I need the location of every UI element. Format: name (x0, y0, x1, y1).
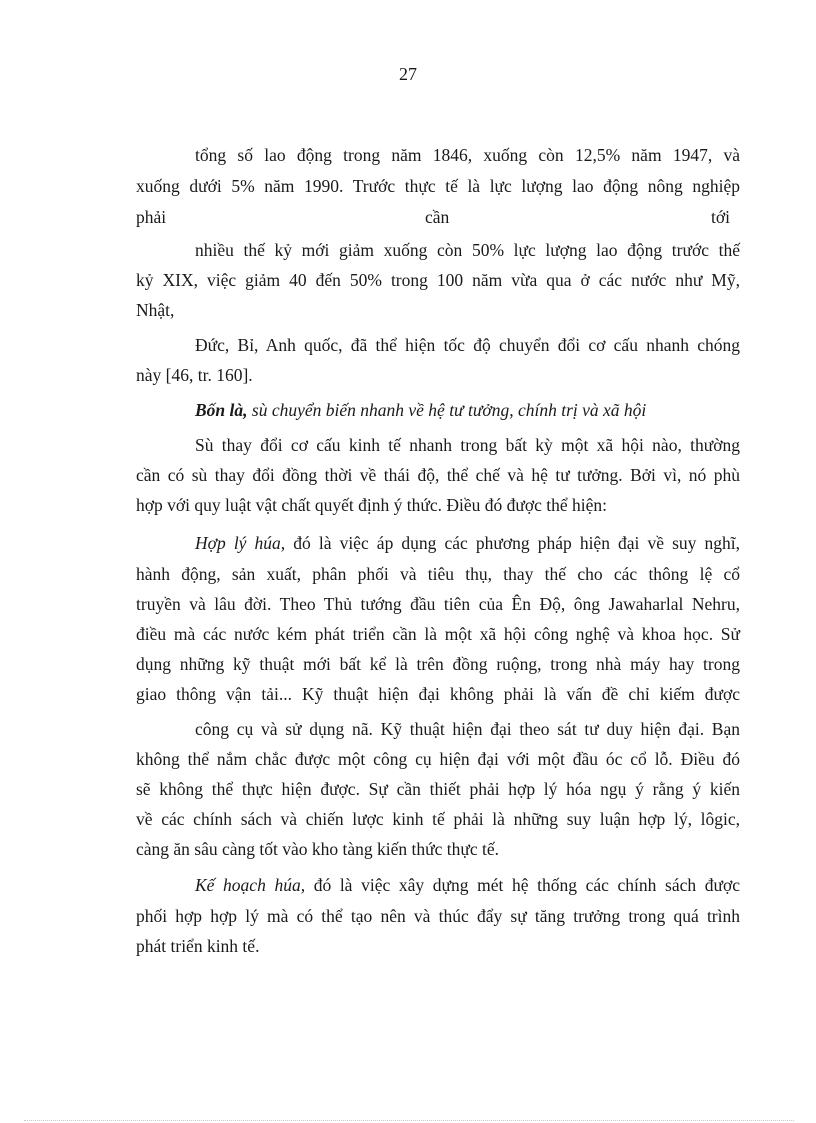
section-heading (195, 398, 740, 422)
text-line (195, 531, 740, 555)
text-line: về các chính sách và chiến lược kinh tế phải là những suy luận hợp lý, lôgic, (136, 809, 740, 829)
text-line: công cụ và sử dụng nã. Kỹ thuật hiện đại theo sát tư duy hiện đại. Bạn (195, 719, 740, 739)
page-number: 27 (399, 64, 417, 84)
page-bottom-rule (24, 1120, 794, 1121)
text-line: Sù thay đổi cơ cấu kinh tế nhanh trong bất kỳ một xã hội nào, thường (195, 435, 740, 455)
text-line: sẽ không thể thực hiện được. Sự cần thiết phải hợp lý hóa ngụ ý rằng ý kiến (136, 779, 740, 799)
text-line (195, 873, 740, 897)
text-line: tổng số lao động trong năm 1846, xuống còn 12,5% năm 1947, và (195, 145, 740, 165)
text-line: điều mà các nước kém phát triển cần là một xã hội công nghệ và khoa học. Sử (136, 624, 740, 644)
text-line-word: tới (711, 207, 730, 227)
term-planning: Kế hoạch húa, (195, 875, 306, 895)
text-line: dụng những kỹ thuật mới bất kể là trên đồng ruộng, trong nhà máy hay trong (136, 654, 740, 674)
text-line: này [46, tr. 160]. (136, 365, 253, 385)
text-line: càng ăn sâu càng tốt vào kho tàng kiến thức thực tế. (136, 839, 500, 859)
text-line: giao thông vận tải... Kỹ thuật hiện đại không phải là vấn đề chỉ kiếm được (136, 684, 740, 704)
text-line: hành động, sản xuất, phân phối và tiêu thụ, thay thế cho các thông lệ cổ (136, 564, 740, 584)
text-line: không thể nắm chắc được một công cụ hiện đại với một đầu óc cổ lỗ. Điều đó (136, 749, 740, 769)
text-line: phối hợp hợp lý mà có thể tạo nên và thúc đẩy sự tăng trưởng trong quá trình (136, 906, 740, 926)
term-rationalization: Hợp lý húa, (195, 533, 286, 553)
text-line: Nhật, (136, 300, 175, 320)
text-line: xuống dưới 5% năm 1990. Trước thực tế là lực lượng lao động nông nghiệp (136, 176, 740, 196)
text-line: cần có sù thay đổi đồng thời về thái độ, thể chế và hệ tư tưởng. Bởi vì, nó phù (136, 465, 740, 485)
text-line-word: cần (425, 207, 450, 227)
text-span: đó là việc xây dựng mét hệ thống các chính sách được (305, 875, 740, 895)
text-line: nhiều thế kỷ mới giảm xuống còn 50% lực lượng lao động trước thế (195, 240, 740, 260)
heading-text: sù chuyển biến nhanh về hệ tư tưởng, chính trị và xã hội (247, 400, 647, 420)
heading-lead: Bốn là, (195, 400, 248, 420)
text-line: kỷ XIX, việc giảm 40 đến 50% trong 100 năm vừa qua ở các nước như Mỹ, (136, 270, 740, 290)
text-span: đó là việc áp dụng các phương pháp hiện đại về suy nghĩ, (285, 533, 740, 553)
text-line: truyền và lâu đời. Theo Thủ tướng đầu tiên của Ên Độ, ông Jawaharlal Nehru, (136, 594, 740, 614)
text-line-word: phải (136, 207, 167, 227)
text-line: hợp với quy luật vật chất quyết định ý thức. Điều đó được thể hiện: (136, 495, 608, 515)
text-line: Đức, Bỉ, Anh quốc, đã thể hiện tốc độ chuyển đổi cơ cấu nhanh chóng (195, 335, 740, 355)
text-line: phát triển kinh tế. (136, 936, 260, 956)
